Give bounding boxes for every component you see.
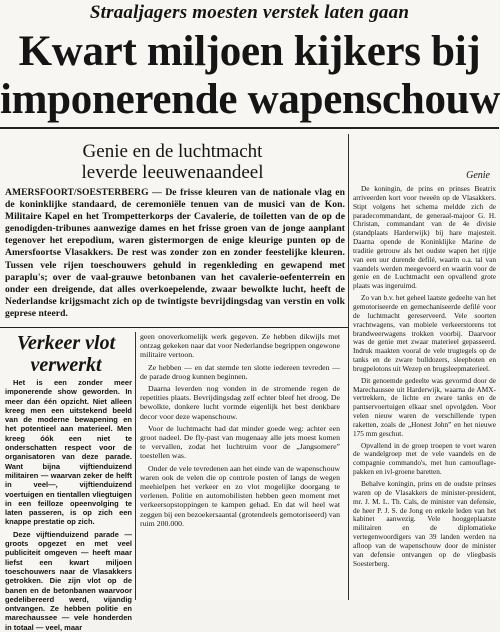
paragraph: Behalve koningin, prins en de oudste prinses waren op de Vlasakkers de minister-president, mr. J. M. L. Th. Cals, de minister van defensie, de heer P. J. S. de Jong en enkele leden van het kabinet aanwezig. Vele hooggeplaatste militairen en de diplomatieke vertegenwoordigers van 39 landen werden na afloop van de wapenschouw door de minister van defensie ontvangen op de vliegbasis Soesterberg.	[353, 479, 496, 568]
section-headline-verkeer	[6, 332, 126, 376]
paragraph: Voor de luchtmacht had dat minder goede weg: achter een groot nadeel. De fly-past van mugenaay alle jets moest komen te vervallen, zodat het luchtruim voor de „Jangsomere” toestellen was.	[140, 423, 340, 461]
column-divider-left	[135, 332, 136, 600]
paragraph: Zo van b.v. het geheel laatste gedeelte van het gemotoriseerde en gemechaniseerde defilé voor de luchtmacht gereserveerd. Vele soorten vrachtwagens, van mobiele verkeerstorens tot brandweerwagens trokken voorbij. Daarvoor was de genie met zwaar materieel gepasseerd. Indruk maakten vooral de vele trugtegels op de tanks en de zware bulldozers, sleepboten en brugpelotons uit Wezep en brugsleepmaterieel.	[353, 293, 496, 373]
main-headline-line1: Kwart miljoen kijkers bij	[18, 28, 481, 75]
paragraph: Dit genoemde gedeelte was gevormd door de Marechaussee uit Harderwijk, waarna de AMX-vertrekken, de lichte en zware tanks en de pantservoertuigen elkaar snel opvolgden. Voor velen nieuw waren de verschillende typen raketten, zoals de „Honest John” en het nieuwe 175 mm geschut.	[353, 375, 496, 438]
paragraph: geen onoverkomelijk werk gegeven. Ze hebben dikwijls met ontzag gekeken naar dat voor Nederlandse begrippen ongewone militaire vertoon.	[140, 332, 340, 360]
section-headline-line1: Verkeer vlot	[16, 332, 116, 354]
paragraph: Deze vijftienduizend parade — groots opgezet en met veel publiciteit omgeven — heeft maar liefst een kwart miljoen toeschouwers naar de Vlasakkers getrokken. Die zijn vlot op de banen en de betonbanen waarvoor gedelibereerd werd, vijandig ontvangen. Ze hebben politie en marechaussee — vele honderden in totaal — veel, maar	[5, 529, 132, 632]
article-column-left	[5, 378, 132, 632]
main-headline-line2: imponerende wapenschouw	[0, 76, 500, 123]
paragraph: Daarna leverden nog vonden in de stromende regen de repetities plaats. Bevrijdingsdag zelf echter bleef het droog. De bewolkte, donkere lucht vormde eigenlijk het best denkbare decor voor deze wapenschouw.	[140, 384, 340, 421]
paragraph: Onder de vele tevredenen aan het einde van de wapenschouw waren ook de velen die op controle posten of langs de wegen meehielpen het verkeer en zo vlot mogelijke doorgang te verlenen. Politie en automobilisten hebben geen moment met verkeersopstoppingen te kampen gehad. En dat wil heel wat zeggen bij een bezoekersaantal (grotendeels gemotoriseerd) van ruim 200.000.	[140, 463, 340, 528]
paragraph: De koningin, de prins en prinses Beatrix arriveerden kort voor tweeën op de Vlasakkers. Stipt volgens het schema meldde zich de paradecommandant, de generaal-majoor G. H. Christan, commandant van de 4e divisie (standplaats Harderwijk) bij hare majesteit. Daarna opende de Koninklijke Marine de traditie getrouw als het oudste wapen het rijtje van een uur durende defilé, waarin o.a. tal van vaandels werden meegevoerd en waarin voor de genie en de Luchtmacht een opvallend grote plaats was ingeruimd.	[353, 184, 496, 291]
subheadline-line2: leverde leeuwenaandeel	[81, 162, 264, 183]
paragraph: Ze hebben — en dat stemde ten slotte iedereen tevreden — de parade droog kunnen beginnen.	[140, 362, 340, 381]
kicker-headline: Straaljagers moesten verstek laten gaan	[89, 2, 410, 23]
section-headline-line2: verwerkt	[30, 354, 102, 376]
article-column-middle	[140, 332, 340, 600]
subheadline	[0, 141, 345, 183]
section-label-genie: Genie	[466, 170, 490, 181]
paragraph: Het is een zonder meer imponerende show geworden. In meer dan één opzicht. Niet alleen kreeg men een uitstekend beeld van de moderne bewapening en het potentieel aan materieel. Men kreeg óók een niet te onderschatten respect voor de organisatoren van deze parade. Want bijna vijftienduizend militairen — waarvan zeker de helft in veel—, vijftienduizend voertuigen en tientallen vliegtuigen in een feilloze opeenvolging te laten passeren, is op zich een knappe prestatie op zich.	[5, 378, 132, 527]
paragraph: Opvallend in de groep troepen te voet waren de wandelgroep met de vele vaandels en de compagnie commando's, met hun camouflage-pakken en ivl-groene baretten.	[353, 440, 496, 477]
intro-bottom-rule	[0, 327, 348, 328]
subheadline-line1: Genie en de luchtmacht	[82, 141, 263, 162]
dateline: AMERSFOORT/SOESTERBERG	[5, 187, 149, 198]
intro-paragraph	[5, 187, 345, 320]
intro-text: — De frisse kleuren van de nationale vlag en de koninklijke standaard, de ceremoniële tenuen van de musici van de Kon. Militaire Kapel en het Trompetterkorps der Cavalerie, de toiletten van de op de genodigden-tribunes aanwezige dames en het frisse groen van de jonge aanplant tegenover het erepodium, waren gistermorgen de enige kleurige punten op de Amersfoortse Vlasakkers. De rest was zonder zon en zonder feestelijke kleuren. Tussen vele rijen toeschouwers gehuld in regenkleding en gewapend met paraplu's; over de vaal-grauwe betonbanen van het cavalerie-oefenterrein en onder een dreigende, dat alles overkoepelende, zwaar bewolkte lucht, heeft de Nederlandse krijgsmacht zich op de twintigste bevrijdingsdag van verstin en volk geprese nteerd.	[5, 187, 345, 319]
article-column-right	[353, 185, 496, 600]
headline-rule	[0, 127, 499, 129]
column-divider-right	[348, 134, 349, 600]
